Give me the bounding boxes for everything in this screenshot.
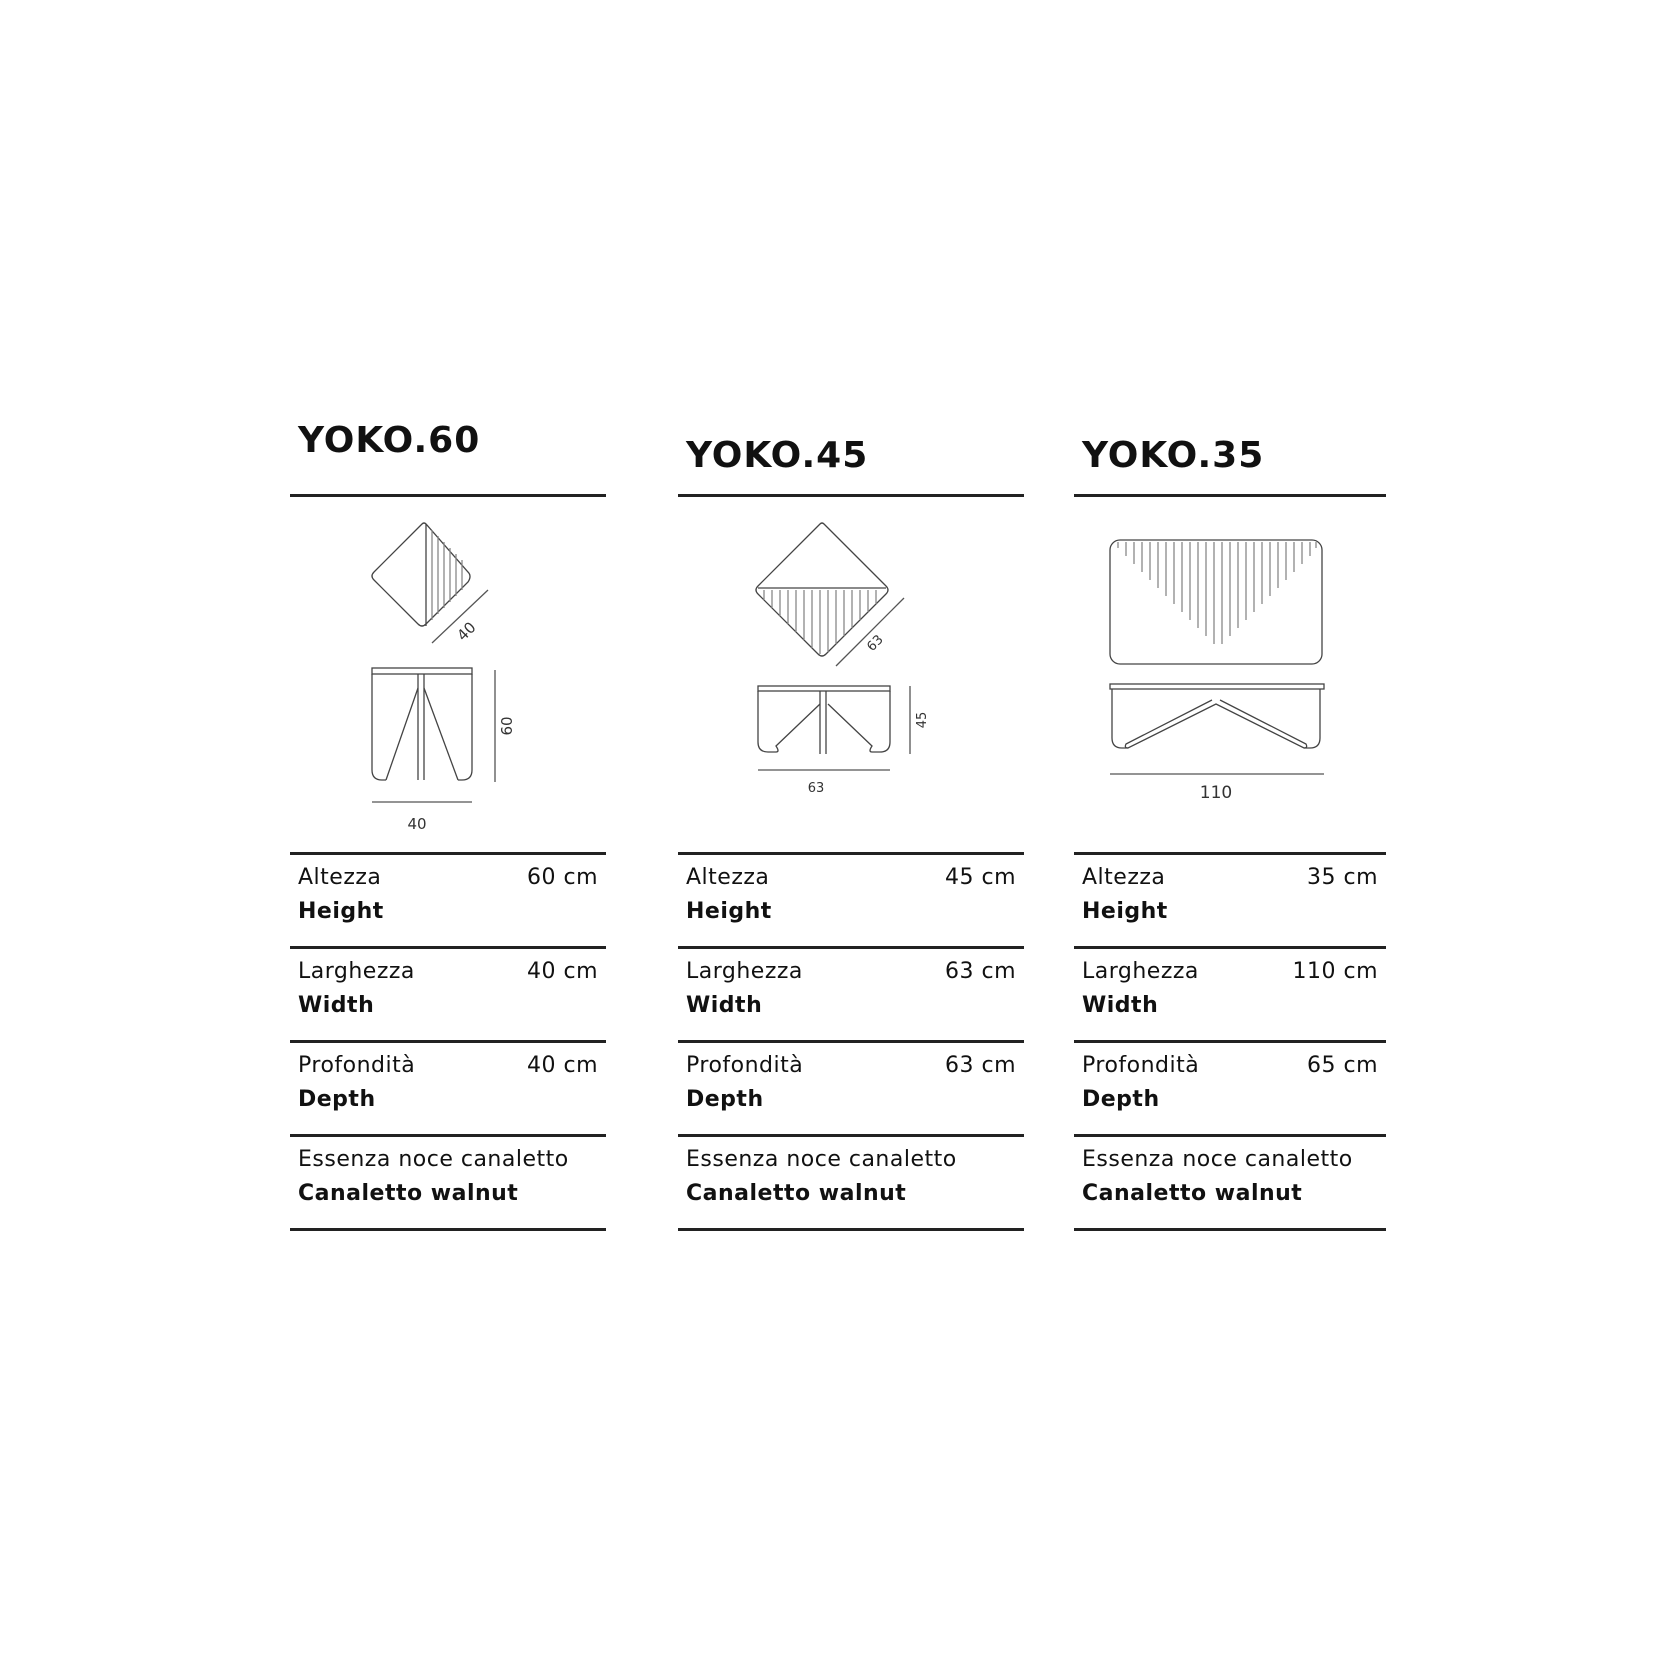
spec-row-depth xyxy=(1074,1043,1386,1137)
spec-row-height xyxy=(1074,855,1386,949)
technical-drawing xyxy=(678,498,1024,853)
spec-label-en: Width xyxy=(298,993,375,1018)
spec-label-it: Larghezza xyxy=(1082,959,1199,984)
spec-row-width xyxy=(678,949,1024,1043)
top-view-outline xyxy=(372,523,470,626)
spec-label-en: Depth xyxy=(298,1087,376,1112)
technical-drawing xyxy=(1074,498,1386,853)
spec-row-material xyxy=(290,1137,606,1231)
spec-label-it: Larghezza xyxy=(298,959,415,984)
technical-drawing xyxy=(290,498,606,853)
depth-dimension-label: 63 xyxy=(864,632,887,655)
spec-divider xyxy=(1074,1228,1386,1231)
title-divider xyxy=(290,494,606,497)
spec-value: 40 cm xyxy=(526,1053,598,1078)
spec-label-it: Larghezza xyxy=(686,959,803,984)
product-title: YOKO.45 xyxy=(686,435,869,476)
spec-label-it: Profondità xyxy=(686,1053,804,1078)
width-dimension-label: 63 xyxy=(807,781,825,796)
height-dimension-label: 60 xyxy=(498,716,516,736)
title-divider xyxy=(678,494,1024,497)
spec-value: 65 cm xyxy=(1306,1053,1378,1078)
spec-label-it: Altezza xyxy=(686,865,770,890)
spec-row-depth xyxy=(678,1043,1024,1137)
spec-row-material xyxy=(678,1137,1024,1231)
spec-divider xyxy=(290,1228,606,1231)
width-dimension-label: 110 xyxy=(1199,783,1233,803)
spec-label-en: Depth xyxy=(1082,1087,1160,1112)
spec-label-en: Width xyxy=(1082,993,1159,1018)
title-divider xyxy=(1074,494,1386,497)
spec-label-it: Essenza noce canaletto xyxy=(1082,1147,1353,1172)
spec-value: 63 cm xyxy=(944,1053,1016,1078)
side-view-top xyxy=(758,686,890,691)
depth-dimension-label: 40 xyxy=(453,618,480,645)
spec-row-depth xyxy=(290,1043,606,1137)
height-dimension-label: 45 xyxy=(915,711,930,729)
spec-label-en: Height xyxy=(1082,899,1168,924)
top-view-outline xyxy=(756,523,888,656)
spec-value: 35 cm xyxy=(1306,865,1378,890)
spec-value: 45 cm xyxy=(944,865,1016,890)
spec-label-en: Height xyxy=(298,899,384,924)
spec-row-width xyxy=(290,949,606,1043)
side-view-top xyxy=(1110,684,1324,689)
spec-label-en: Canaletto walnut xyxy=(298,1181,519,1206)
side-view-top xyxy=(372,668,472,674)
product-title: YOKO.35 xyxy=(1082,435,1265,476)
spec-value: 40 cm xyxy=(526,959,598,984)
spec-value: 110 cm xyxy=(1292,959,1378,984)
spec-value: 63 cm xyxy=(944,959,1016,984)
spec-label-en: Depth xyxy=(686,1087,764,1112)
spec-value: 60 cm xyxy=(526,865,598,890)
width-dimension-label: 40 xyxy=(407,815,427,833)
spec-label-en: Canaletto walnut xyxy=(686,1181,907,1206)
spec-row-material xyxy=(1074,1137,1386,1231)
spec-label-it: Profondità xyxy=(1082,1053,1200,1078)
spec-label-it: Profondità xyxy=(298,1053,416,1078)
product-column-yoko-45 xyxy=(678,0,1024,1663)
spec-row-height xyxy=(678,855,1024,949)
product-column-yoko-60 xyxy=(290,0,606,1663)
spec-label-en: Canaletto walnut xyxy=(1082,1181,1303,1206)
spec-label-en: Height xyxy=(686,899,772,924)
spec-label-it: Altezza xyxy=(298,865,382,890)
spec-row-width xyxy=(1074,949,1386,1043)
product-column-yoko-35 xyxy=(1074,0,1386,1663)
spec-label-it: Essenza noce canaletto xyxy=(686,1147,957,1172)
spec-label-en: Width xyxy=(686,993,763,1018)
product-title: YOKO.60 xyxy=(298,420,481,461)
spec-row-height xyxy=(290,855,606,949)
spec-divider xyxy=(678,1228,1024,1231)
spec-label-it: Essenza noce canaletto xyxy=(298,1147,569,1172)
spec-label-it: Altezza xyxy=(1082,865,1166,890)
